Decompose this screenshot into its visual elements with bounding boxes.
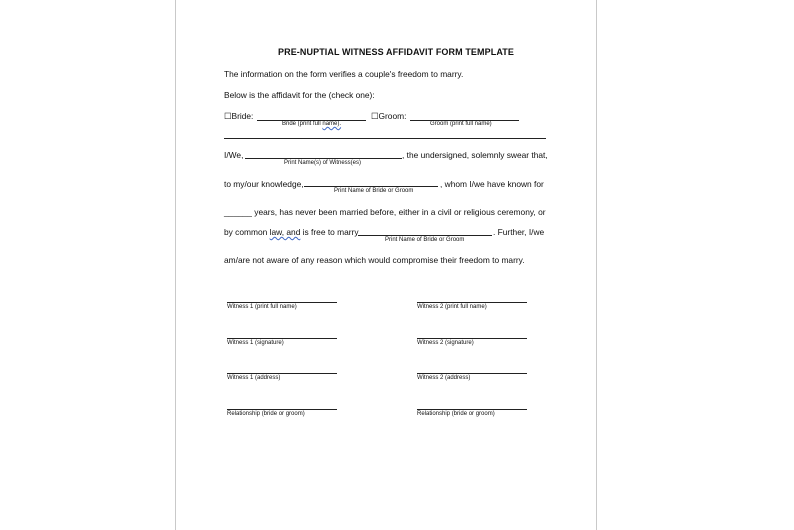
witness1-relationship-caption: Relationship (bride or groom) [227, 411, 305, 417]
p1-end: , the undersigned, solemnly swear that, [402, 150, 548, 160]
witness1-signature-line[interactable] [227, 338, 337, 339]
groom-caption: Groom (print full name) [430, 121, 492, 127]
witness2-address-caption: Witness 2 (address) [417, 375, 471, 381]
couple-name-line-2[interactable] [358, 235, 492, 236]
witness1-name-line[interactable] [227, 302, 337, 303]
witness2-signature-line[interactable] [417, 338, 527, 339]
p2-start: to my/our knowledge, [224, 179, 304, 189]
witness1-address-line[interactable] [227, 373, 337, 374]
couple-name-caption-2: Print Name of Bride or Groom [385, 237, 465, 243]
p3-text: ______ years, has never been married before, either in a civil or religious ceremony, or [224, 207, 546, 217]
p4-end: . Further, I/we [493, 227, 545, 237]
witness-names-line[interactable] [245, 158, 402, 159]
witness2-name-line[interactable] [417, 302, 527, 303]
check-instruction: Below is the affidavit for the (check one): [224, 90, 375, 100]
witness2-relationship-line[interactable] [417, 409, 527, 410]
witness2-signature-caption: Witness 2 (signature) [417, 340, 474, 346]
bride-caption: Bride (print full name). [282, 121, 342, 127]
witness1-name-caption: Witness 1 (print full name) [227, 304, 297, 310]
document-page [175, 0, 597, 530]
intro-text: The information on the form verifies a couple's freedom to marry. [224, 69, 464, 79]
witness2-address-line[interactable] [417, 373, 527, 374]
witness1-signature-caption: Witness 1 (signature) [227, 340, 284, 346]
p4-text: by common law, and is free to marry [224, 227, 359, 237]
witness1-address-caption: Witness 1 (address) [227, 375, 281, 381]
witness-names-caption: Print Name(s) of Witness(es) [284, 160, 362, 166]
groom-checkbox-label[interactable]: ☐Groom: [371, 111, 407, 121]
couple-name-caption-1: Print Name of Bride or Groom [334, 188, 414, 194]
p2-end: , whom I/we have known for [440, 179, 544, 189]
p5-text: am/are not aware of any reason which would compromise their freedom to marry. [224, 255, 525, 265]
form-title: PRE-NUPTIAL WITNESS AFFIDAVIT FORM TEMPLATE [278, 47, 514, 57]
witness1-relationship-line[interactable] [227, 409, 337, 410]
p1-start: I/We, [224, 150, 244, 160]
witness2-relationship-caption: Relationship (bride or groom) [417, 411, 495, 417]
bride-checkbox-label[interactable]: ☐Bride: [224, 111, 254, 121]
couple-name-line-1[interactable] [304, 186, 438, 187]
section-divider [224, 138, 546, 139]
witness2-name-caption: Witness 2 (print full name) [417, 304, 487, 310]
